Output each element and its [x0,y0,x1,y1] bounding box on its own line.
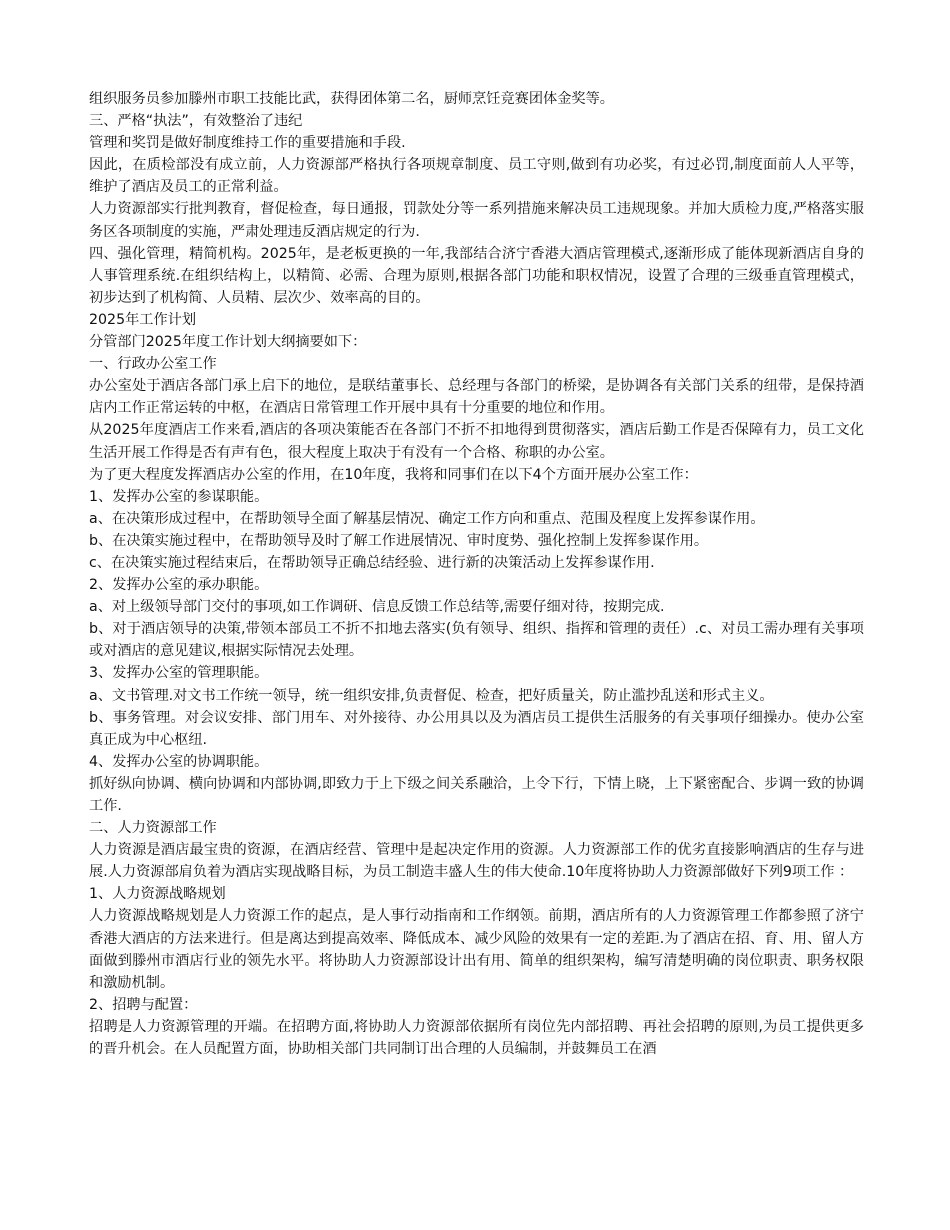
paragraph: 组织服务员参加滕州市职工技能比武，获得团体第二名，厨师烹饪竞赛团体金奖等。 [89,91,614,107]
section-heading: 2025年工作计划 [89,311,197,328]
list-item: b、事务管理。对会议安排、部门用车、对外接待、办公用具以及为酒店员工提供生活服务的有关事项仔细操办。使办公室真正成为中心枢纽. [89,709,864,748]
paragraph: 人力资源部实行批判教育，督促检查，每日通报，罚款处分等一系列措施来解决员工违规现象。并加大质检力度,严格落实服务区各项制度的实施，严肃处理违反酒店规定的行为. [89,201,864,240]
paragraph: 招聘是人力资源管理的开端。在招聘方面,将协助人力资源部依据所有岗位先内部招聘、再社会招聘的原则,为员工提供更多的晋升机会。在人员配置方面，协助相关部门共同制订出合理的人员编制，并鼓舞员工在酒 [89,1018,864,1058]
list-item: a、在决策形成过程中，在帮助领导全面了解基层情况、确定工作方向和重点、范围及程度上发挥参谋作用。 [89,510,765,527]
paragraph: 四、强化管理，精简机构。2025年，是老板更换的一年,我部结合济宁香港大酒店管理模式,逐渐形成了能体现新酒店自身的人事管理系统.在组织结构上，以精简、必需、合理为原则,根据各部门功能和职权情况，设置了合理的三级垂直管理模式，初步达到了机构简、人员精、层次少、效率高的目的。 [89,245,864,306]
list-item: b、在决策实施过程中，在帮助领导及时了解工作进展情况、审时度势、强化控制上发挥参谋作用。 [89,532,709,549]
subsection-heading: 3、发挥办公室的管理职能。 [89,665,269,682]
list-item: b、对于酒店领导的决策,带领本部员工不折不扣地去落实(负有领导、组织、指挥和管理的责任）.c、对员工需办理有关事项或对酒店的意见建议,根据实际情况去处理。 [89,621,864,660]
paragraph: 办公室处于酒店各部门承上启下的地位，是联结董事长、总经理与各部门的桥梁，是协调各有关部门关系的纽带，是保持酒店内工作正常运转的中枢，在酒店日常管理工作开展中具有十分重要的地位和作用。 [89,378,864,417]
paragraph: 管理和奖罚是做好制度维持工作的重要措施和手段. [89,135,406,152]
paragraph: 抓好纵向协调、横向协调和内部协调,即致力于上下级之间关系融洽，上令下行，下情上晓，上下紧密配合、步调一致的协调工作. [89,775,864,814]
list-item: a、对上级领导部门交付的事项,如工作调研、信息反馈工作总结等,需要仔细对待，按期完成. [89,599,665,616]
paragraph: 人力资源战略规划是人力资源工作的起点，是人事行动指南和工作纲领。前期，酒店所有的人力资源管理工作都参照了济宁香港大酒店的方法来进行。但是离达到提高效率、降低成本、减少风险的效果有一定的差距.为了酒店在招、育、用、留人方面做到滕州市酒店行业的领先水平。将协助人力资源部设计出有用、简单的组织架构，编写清楚明确的岗位职责、职务权限和激励机制。 [89,908,864,991]
section-heading: 二、人力资源部工作 [89,820,217,837]
subsection-heading: 1、人力资源战略规划 [89,886,226,903]
section-heading: 一、行政办公室工作 [89,356,217,373]
paragraph: 人力资源是酒店最宝贵的资源，在酒店经营、管理中是起决定作用的资源。人力资源部工作的优劣直接影响酒店的生存与进展.人力资源部肩负着为酒店实现战略目标，为员工制造丰盛人生的伟大使命.10年度将协助人力资源部做好下列9项工作 ： [89,842,864,881]
paragraph: 分管部门2025年度工作计划大纲摘要如下： [89,334,367,351]
subsection-heading: 2、发挥办公室的承办职能。 [89,577,269,594]
paragraph: 为了更大程度发挥酒店办公室的作用，在10年度，我将和同事们在以下4个方面开展办公室工作： [89,466,698,483]
paragraph: 因此，在质检部没有成立前，人力资源部严格执行各项规章制度、员工守则,做到有功必奖，有过必罚,制度面前人人平等，维护了酒店及员工的正常利益。 [89,157,864,196]
subsection-heading: 4、发挥办公室的协调职能。 [89,753,269,770]
subsection-heading: 1、发挥办公室的参谋职能。 [89,488,269,505]
section-heading: 三、严格“执法”，有效整治了违纪 [89,113,303,130]
list-item: c、在决策实施过程结束后，在帮助领导正确总结经验、进行新的决策活动上发挥参谋作用. [89,554,655,571]
subsection-heading: 2、招聘与配置： [89,996,198,1013]
paragraph: 从2025年度酒店工作来看,酒店的各项决策能否在各部门不折不扣地得到贯彻落实，酒店后勤工作是否保障有力，员工文化生活开展工作得是否有声有色，很大程度上取决于有没有一个合格、称职的办公室。 [89,422,864,461]
list-item: a、文书管理.对文书工作统一领导，统一组织安排,负责督促、检查，把好质量关，防止滥抄乱送和形式主义。 [89,687,774,704]
